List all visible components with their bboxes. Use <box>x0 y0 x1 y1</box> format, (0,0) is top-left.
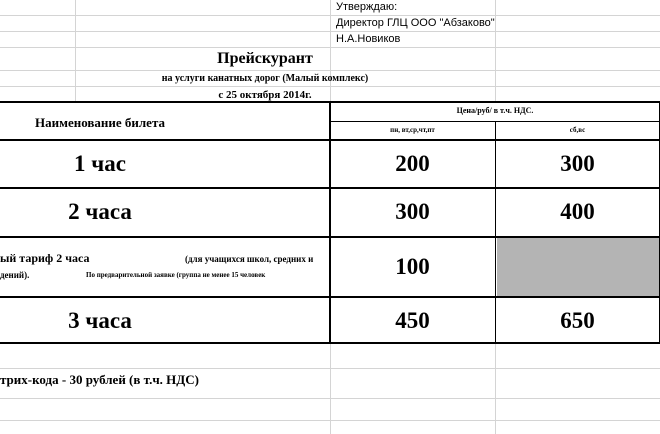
row-name: 3 часа <box>68 308 132 333</box>
row-note: дений). <box>0 270 30 280</box>
row-note: (для учащихся школ, средних и <box>185 254 314 264</box>
price-header: Цена/руб/ в т.ч. НДС. <box>456 106 534 115</box>
row-weekday-price: 100 <box>395 254 430 279</box>
row-weekday-price: 200 <box>395 151 430 176</box>
row-weekday-price: 450 <box>395 308 430 333</box>
approval-name: Н.А.Новиков <box>336 33 401 45</box>
row-weekend-price: 400 <box>560 199 595 224</box>
row-weekday-price: 300 <box>395 199 430 224</box>
barcode-fee-note: трих-кода - 30 рублей (в т.ч. НДС) <box>0 372 199 387</box>
row-weekend-price: 650 <box>560 308 595 333</box>
approval-position: Директор ГЛЦ ООО "Абзаково" <box>336 17 495 29</box>
row-name: ый тариф 2 часа <box>0 251 90 265</box>
effective-date: с 25 октября 2014г. <box>218 89 312 101</box>
row-name: 2 часа <box>68 199 132 224</box>
row-note: По предварительной заявке (группа не менее 15 человек <box>86 271 266 279</box>
row-name: 1 час <box>74 151 126 176</box>
unavailable-price-cell <box>497 238 659 296</box>
approval-label: Утверждаю: <box>336 1 398 13</box>
weekend-header: сб,вс <box>569 126 586 134</box>
weekdays-header: пн, вт,ср,чт,пт <box>390 126 435 134</box>
page-subtitle: на услуги канатных дорог (Малый комплекс) <box>161 73 369 84</box>
page-title: Прейскурант <box>217 50 313 67</box>
row-weekend-price: 300 <box>560 151 595 176</box>
ticket-name-header: Наименование билета <box>34 115 165 130</box>
